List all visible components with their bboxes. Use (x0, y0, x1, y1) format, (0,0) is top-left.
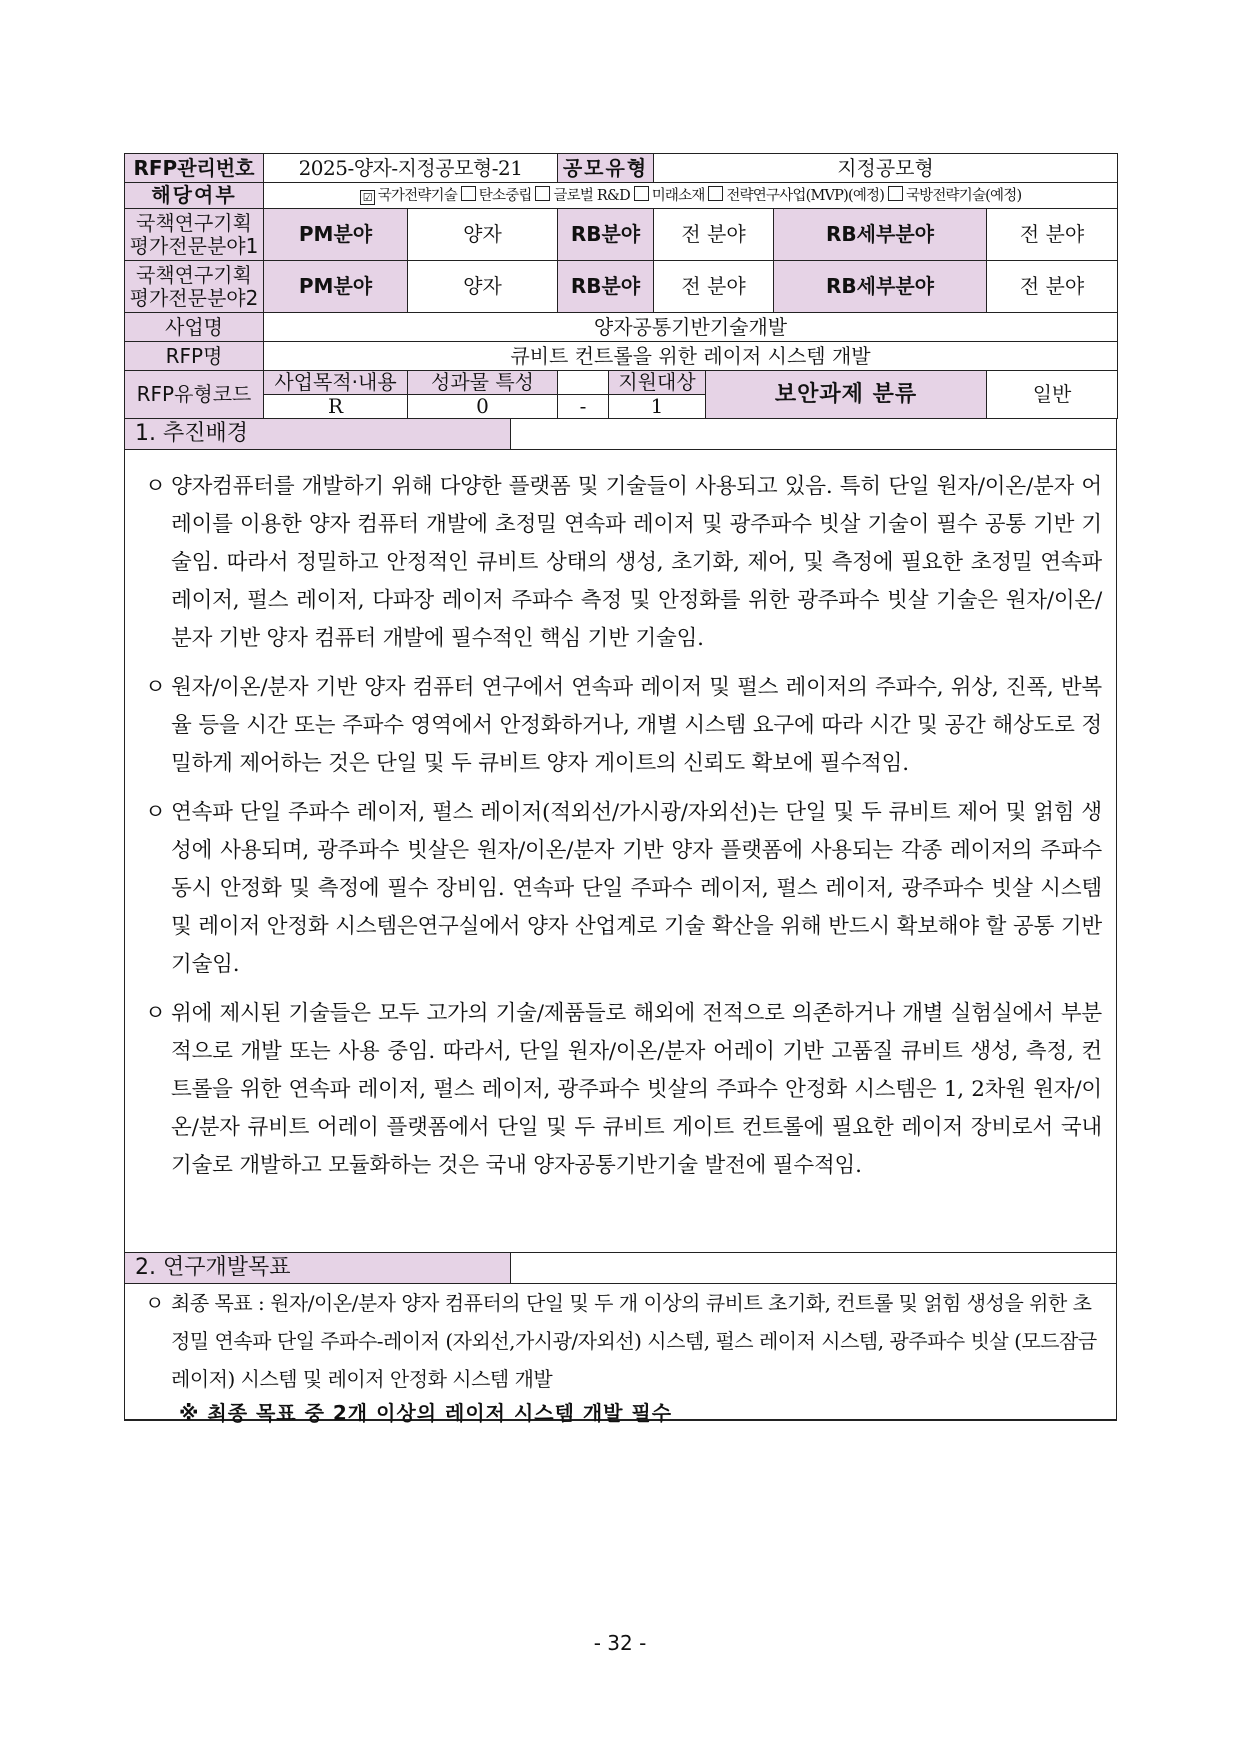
pm-label: PM분야 (264, 209, 408, 261)
checkbox-icon (634, 186, 649, 201)
bullet-paragraph: ㅇ 양자컴퓨터를 개발하기 위해 다양한 플랫폼 및 기술들이 사용되고 있음. 특히 단일 원자/이온/분자 어레이를 이용한 양자 컴퓨터 개발에 초정밀 연속파 레이저 및 광주파수 빗살 기술이 필수 공통 기반 기술임. 따라서 정밀하고 안정적인 큐비트 상태의 생성, 초기화, 제어, 및 측정에 필요한 초정밀 연속파 레이저, 펄스 레이저, 다파장 레이저 주파수 측정 및 안정화를 위한 광주파수 빗살 기술은 원자/이온/분자 기반 양자 컴퓨터 개발에 필수적인 핵심 기반 기술임. (145, 468, 1102, 658)
rb-value: 전 분야 (654, 261, 774, 313)
option-national-strategic-tech[interactable]: ☑ 국가전략기술 (360, 188, 457, 204)
type-code-header: 지원대상 (609, 371, 706, 395)
section-header (125, 419, 1116, 450)
contest-type-label: 공모유형 (558, 154, 654, 183)
section-title: 2. 연구개발목표 (125, 1253, 511, 1283)
goal-note: ※ 최종 목표 중 2개 이상의 레이저 시스템 개발 필수 (179, 1401, 673, 1425)
checkbox-icon (888, 186, 903, 201)
checkbox-icon (535, 186, 550, 201)
bullet-icon: ㅇ (145, 474, 166, 499)
type-code-label: RFP유형코드 (125, 371, 264, 419)
option-future-materials[interactable]: 미래소재 (634, 188, 705, 204)
checkbox-checked-icon: ☑ (360, 190, 375, 205)
rb-sub-value: 전 분야 (987, 261, 1118, 313)
type-code-value: - (558, 395, 609, 419)
option-global-rnd[interactable]: 글로벌 R&D (535, 188, 629, 204)
applicable-options (264, 183, 1118, 209)
type-code-header: 사업목적·내용 (264, 371, 408, 395)
program-label: 사업명 (125, 313, 264, 342)
bullet-paragraph: ㅇ 원자/이온/분자 기반 양자 컴퓨터 연구에서 연속파 레이저 및 펄스 레이저의 주파수, 위상, 진폭, 반복율 등을 시간 또는 주파수 영역에서 안정화하거나, 개별 시스템 요구에 따라 시간 및 공간 해상도로 정밀하게 제어하는 것은 단일 및 두 큐비트 양자 게이트의 신뢰도 확보에 필수적임. (145, 669, 1102, 783)
rb-sub-label: RB세부분야 (774, 209, 987, 261)
type-code-header: 성과물 특성 (408, 371, 558, 395)
rb-label: RB분야 (558, 209, 654, 261)
mgmt-no-label: RFP관리번호 (125, 154, 264, 183)
applicable-label: 해당여부 (125, 183, 264, 209)
eval-field-label: 국책연구기획 평가전문분야1 (125, 209, 264, 261)
section-background (124, 419, 1117, 1252)
pm-value: 양자 (408, 261, 558, 313)
pm-label: PM분야 (264, 261, 408, 313)
type-code-value: R (264, 395, 408, 419)
type-code-header (558, 371, 609, 395)
bullet-icon: ㅇ (145, 1001, 166, 1026)
section-header (125, 1253, 1116, 1284)
rfp-document (124, 153, 1117, 1425)
contest-type-value: 지정공모형 (654, 154, 1118, 183)
bullet-icon: ㅇ (145, 1291, 164, 1315)
bullet-icon: ㅇ (145, 675, 166, 700)
rb-sub-value: 전 분야 (987, 209, 1118, 261)
bullet-paragraph: ㅇ 위에 제시된 기술들은 모두 고가의 기술/제품들로 해외에 전적으로 의존하거나 개별 실험실에서 부분적으로 개발 또는 사용 중임. 따라서, 단일 원자/이온/분자 어레이 기반 고품질 큐비트 생성, 측정, 컨트롤을 위한 연속파 레이저, 펄스 레이저, 광주파수 빗살의 주파수 안정화 시스템은 1, 2차원 원자/이온/분자 큐비트 어레이 플랫폼에서 단일 및 두 큐비트 게이트 컨트롤에 필요한 레이저 장비로서 국내 기술로 개발하고 모듈화하는 것은 국내 양자공통기반기술 발전에 필수적임. (145, 995, 1102, 1185)
option-strategic-research-mvp[interactable]: 전략연구사업(MVP)(예정) (708, 188, 884, 204)
program-value: 양자공통기반기술개발 (264, 313, 1118, 342)
pm-value: 양자 (408, 209, 558, 261)
rb-sub-label: RB세부분야 (774, 261, 987, 313)
goal-paragraph: ㅇ 최종 목표 : 원자/이온/분자 양자 컴퓨터의 단일 및 두 개 이상의 큐비트 초기화, 컨트롤 및 얽힘 생성을 위한 초정밀 연속파 단일 주파수-레이저 (자외선,가시광/자외선) 시스템, 펄스 레이저 시스템, 광주파수 빗살 (모드잠금 레이저) 시스템 및 레이저 안정화 시스템 개발 (145, 1284, 1102, 1398)
mgmt-no-value: 2025-양자-지정공모형-21 (264, 154, 558, 183)
eval-row-1 (125, 209, 1118, 261)
bullet-icon: ㅇ (145, 800, 166, 825)
section-title: 1. 추진배경 (125, 419, 511, 449)
rfp-name-value: 큐비트 컨트롤을 위한 레이저 시스템 개발 (264, 342, 1118, 371)
bullet-paragraph: ㅇ 연속파 단일 주파수 레이저, 펄스 레이저(적외선/가시광/자외선)는 단일 및 두 큐비트 제어 및 얽힘 생성에 사용되며, 광주파수 빗살은 원자/이온/분자 기반 양자 플랫폼에 사용되는 각종 레이저의 주파수 동시 안정화 및 측정에 필수 장비임. 연속파 단일 주파수 레이저, 펄스 레이저, 광주파수 빗살 시스템 및 레이저 안정화 시스템은연구실에서 양자 산업계로 기술 확산을 위해 반드시 확보해야 할 공통 기반 기술임. (145, 794, 1102, 984)
section-body (125, 1284, 1116, 1428)
eval-field-label: 국책연구기획 평가전문분야2 (125, 261, 264, 313)
checkbox-icon (708, 186, 723, 201)
section-goal (124, 1252, 1117, 1425)
type-code-value: 0 (408, 395, 558, 419)
rb-label: RB분야 (558, 261, 654, 313)
page-number: - 32 - (593, 1631, 647, 1655)
option-carbon-neutral[interactable]: 탄소중립 (461, 188, 532, 204)
rb-value: 전 분야 (654, 209, 774, 261)
eval-row-2 (125, 261, 1118, 313)
section-body (125, 450, 1116, 1185)
security-value: 일반 (987, 371, 1118, 419)
checkbox-icon (461, 186, 476, 201)
option-defense-strategic-tech[interactable]: 국방전략기술(예정) (888, 188, 1021, 204)
rfp-info-table (124, 153, 1118, 419)
rfp-name-label: RFP명 (125, 342, 264, 371)
type-code-value: 1 (609, 395, 706, 419)
security-label: 보안과제 분류 (706, 371, 987, 419)
